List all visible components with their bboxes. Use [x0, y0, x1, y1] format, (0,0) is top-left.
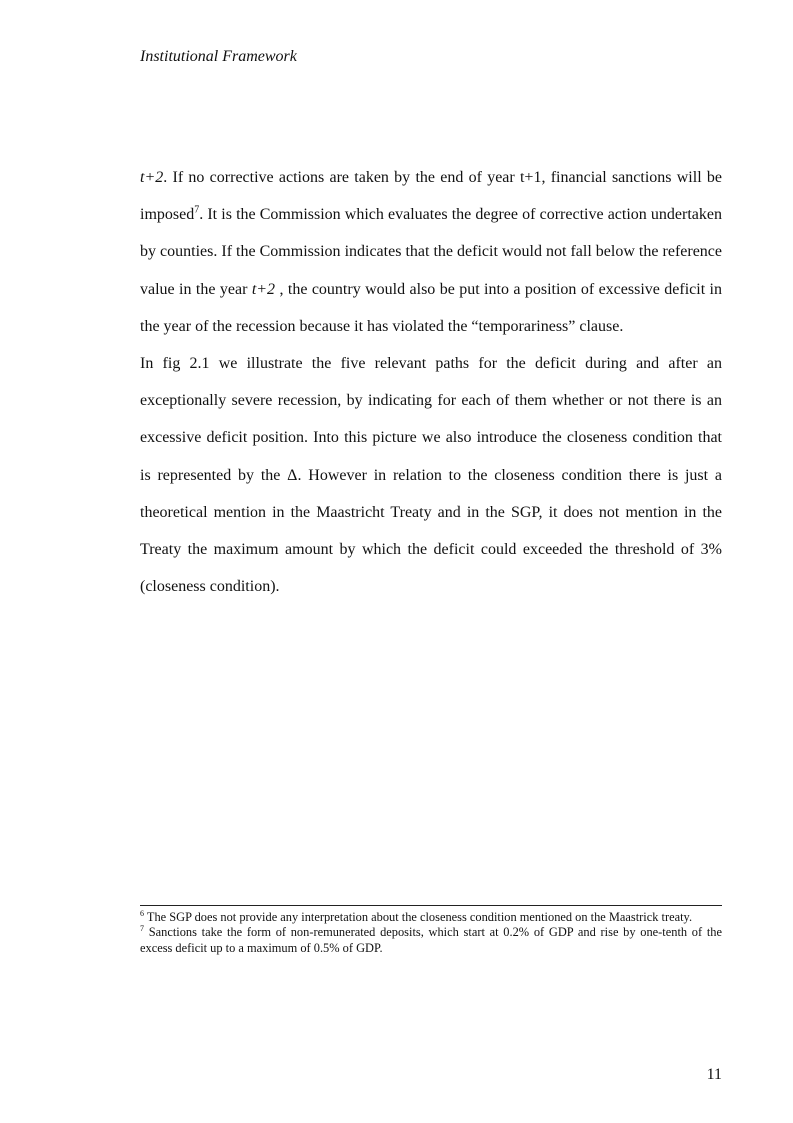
footnote-reference-7[interactable]: 7	[194, 204, 200, 216]
year-t-plus-2-term: t+2	[251, 280, 276, 298]
main-body-text	[140, 159, 722, 605]
footnote-7	[140, 925, 722, 956]
footnote-number: 6	[140, 908, 144, 918]
footnote-number: 7	[140, 924, 144, 934]
paragraph-text-segment: . If no corrective actions are taken by the end of year t+1, financial sanctions will be imposed	[140, 169, 722, 224]
paragraph-deficit-paths: In fig 2.1 we illustrate the five relevant paths for the deficit during and after an exceptionally severe recession, by indicating for each of them whether or not there is an excessive deficit position. Into this picture we also introduce the closeness condition that is represented by the Δ. However in relation to the closeness condition there is just a theoretical mention in the Maastricht Treaty and in the SGP, it does not mention in the Treaty the maximum amount by which the deficit could exceeded the threshold of 3% (closeness condition).	[140, 355, 722, 596]
footnote-separator	[140, 905, 722, 906]
footnote-6	[140, 910, 722, 925]
paragraph-sanctions	[140, 159, 722, 345]
paragraph-text-segment: , the country would also be put into a position of excessive deficit in the year of the recession because it has violated the “temporariness” clause.	[140, 280, 723, 335]
running-header: Institutional Framework	[140, 48, 297, 65]
footnote-text: The SGP does not provide any interpretation about the closeness condition mentioned on the Maastrick treaty.	[144, 910, 693, 924]
year-t-plus-2-term: t+2	[140, 169, 164, 186]
page-number: 11	[706, 1066, 722, 1083]
paragraph-text-segment: . It is the Commission which evaluates the degree of corrective action undertaken by counties. If the Commission indicates that the deficit would not fall below the reference value in the year	[140, 206, 722, 298]
footnotes-section	[140, 910, 722, 956]
footnote-text: Sanctions take the form of non-remunerated deposits, which start at 0.2% of GDP and rise by one-tenth of the excess deficit up to a maximum of 0.5% of GDP.	[140, 925, 722, 955]
